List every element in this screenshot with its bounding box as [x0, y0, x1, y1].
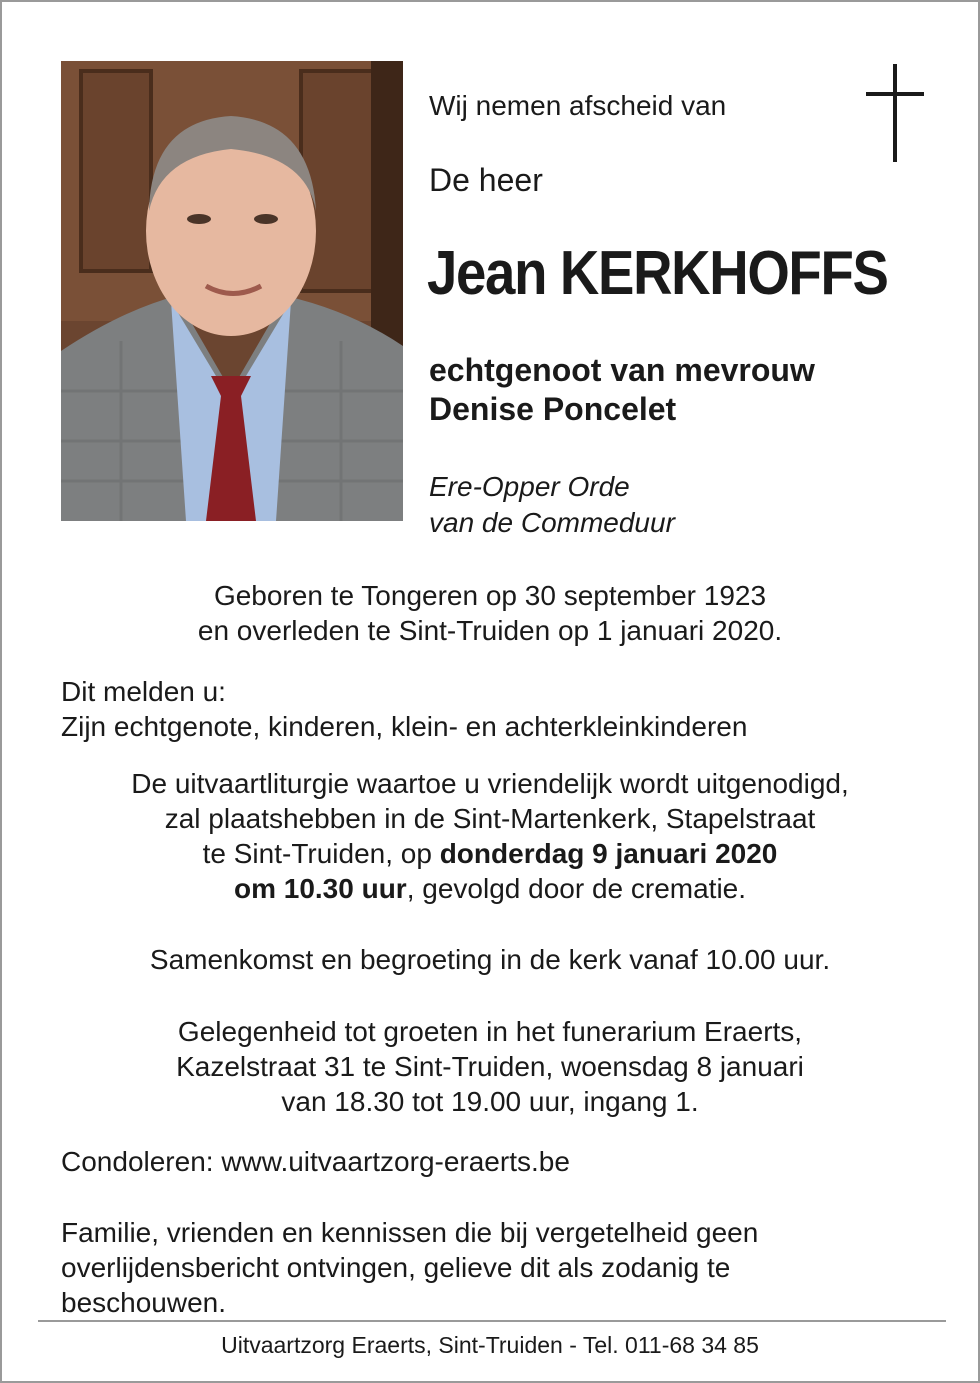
- gathering-info: Samenkomst en begroeting in de kerk vanaf 10.00 uur.: [149, 944, 831, 975]
- birth-line: Geboren te Tongeren op 30 september 1923: [213, 580, 767, 611]
- family-note-line-1: Familie, vrienden en kennissen die bij vergetelheid geen: [61, 1217, 759, 1248]
- visitation-line-1: Gelegenheid tot groeten in het funerarium Eraerts,: [177, 1016, 803, 1047]
- portrait-illustration: [61, 61, 403, 521]
- visitation-line-2: Kazelstraat 31 te Sint-Truiden, woensdag 8 januari: [176, 1051, 804, 1082]
- funeral-line-4: [2, 871, 978, 906]
- family-note-line-2: overlijdensbericht ontvingen, gelieve dit als zodanig te: [61, 1252, 731, 1283]
- intro-text: Wij nemen afscheid van: [429, 90, 727, 121]
- honorary-title: [429, 469, 675, 541]
- funeral-date: donderdag 9 januari 2020: [439, 838, 778, 869]
- salutation: De heer: [429, 162, 543, 198]
- funeral-details: [2, 766, 978, 906]
- cross-icon: [866, 64, 924, 162]
- spouse-info: [429, 351, 815, 429]
- funeral-line-2: zal plaatshebben in de Sint-Martenkerk, Stapelstraat: [164, 803, 816, 834]
- death-line: en overleden te Sint-Truiden op 1 januari 2020.: [197, 615, 783, 646]
- funeral-time: om 10.30 uur: [233, 873, 407, 904]
- deceased-name: Jean KERKHOFFS: [427, 239, 888, 308]
- visitation-info: [2, 1014, 978, 1119]
- spouse-line-1: echtgenoot van mevrouw: [429, 352, 815, 388]
- visitation-line-3: van 18.30 tot 19.00 uur, ingang 1.: [281, 1086, 699, 1117]
- announcement: [61, 674, 747, 744]
- footer-divider: [38, 1320, 946, 1322]
- honorary-title-line-1: Ere-Opper Orde: [429, 471, 630, 502]
- portrait-photo: [61, 61, 403, 521]
- funeral-line-3: [2, 836, 978, 871]
- funeral-line-1: De uitvaartliturgie waartoe u vriendelijk wordt uitgenodigd,: [131, 768, 849, 799]
- condolences-link: Condoleren: www.uitvaartzorg-eraerts.be: [61, 1146, 570, 1177]
- footer-text: Uitvaartzorg Eraerts, Sint-Truiden - Tel. 011-68 34 85: [221, 1332, 759, 1358]
- funeral-suffix-text: , gevolgd door de crematie.: [406, 873, 747, 904]
- family-note-line-3: beschouwen.: [61, 1287, 227, 1318]
- honorary-title-line-2: van de Commeduur: [429, 507, 675, 538]
- funeral-place-text: te Sint-Truiden, op: [202, 838, 440, 869]
- announcement-line-1: Dit melden u:: [61, 676, 226, 707]
- family-note: [61, 1215, 758, 1320]
- spouse-line-2: Denise Poncelet: [429, 391, 677, 427]
- birth-death-info: [2, 578, 978, 648]
- announcement-line-2: Zijn echtgenote, kinderen, klein- en achterkleinkinderen: [61, 711, 748, 742]
